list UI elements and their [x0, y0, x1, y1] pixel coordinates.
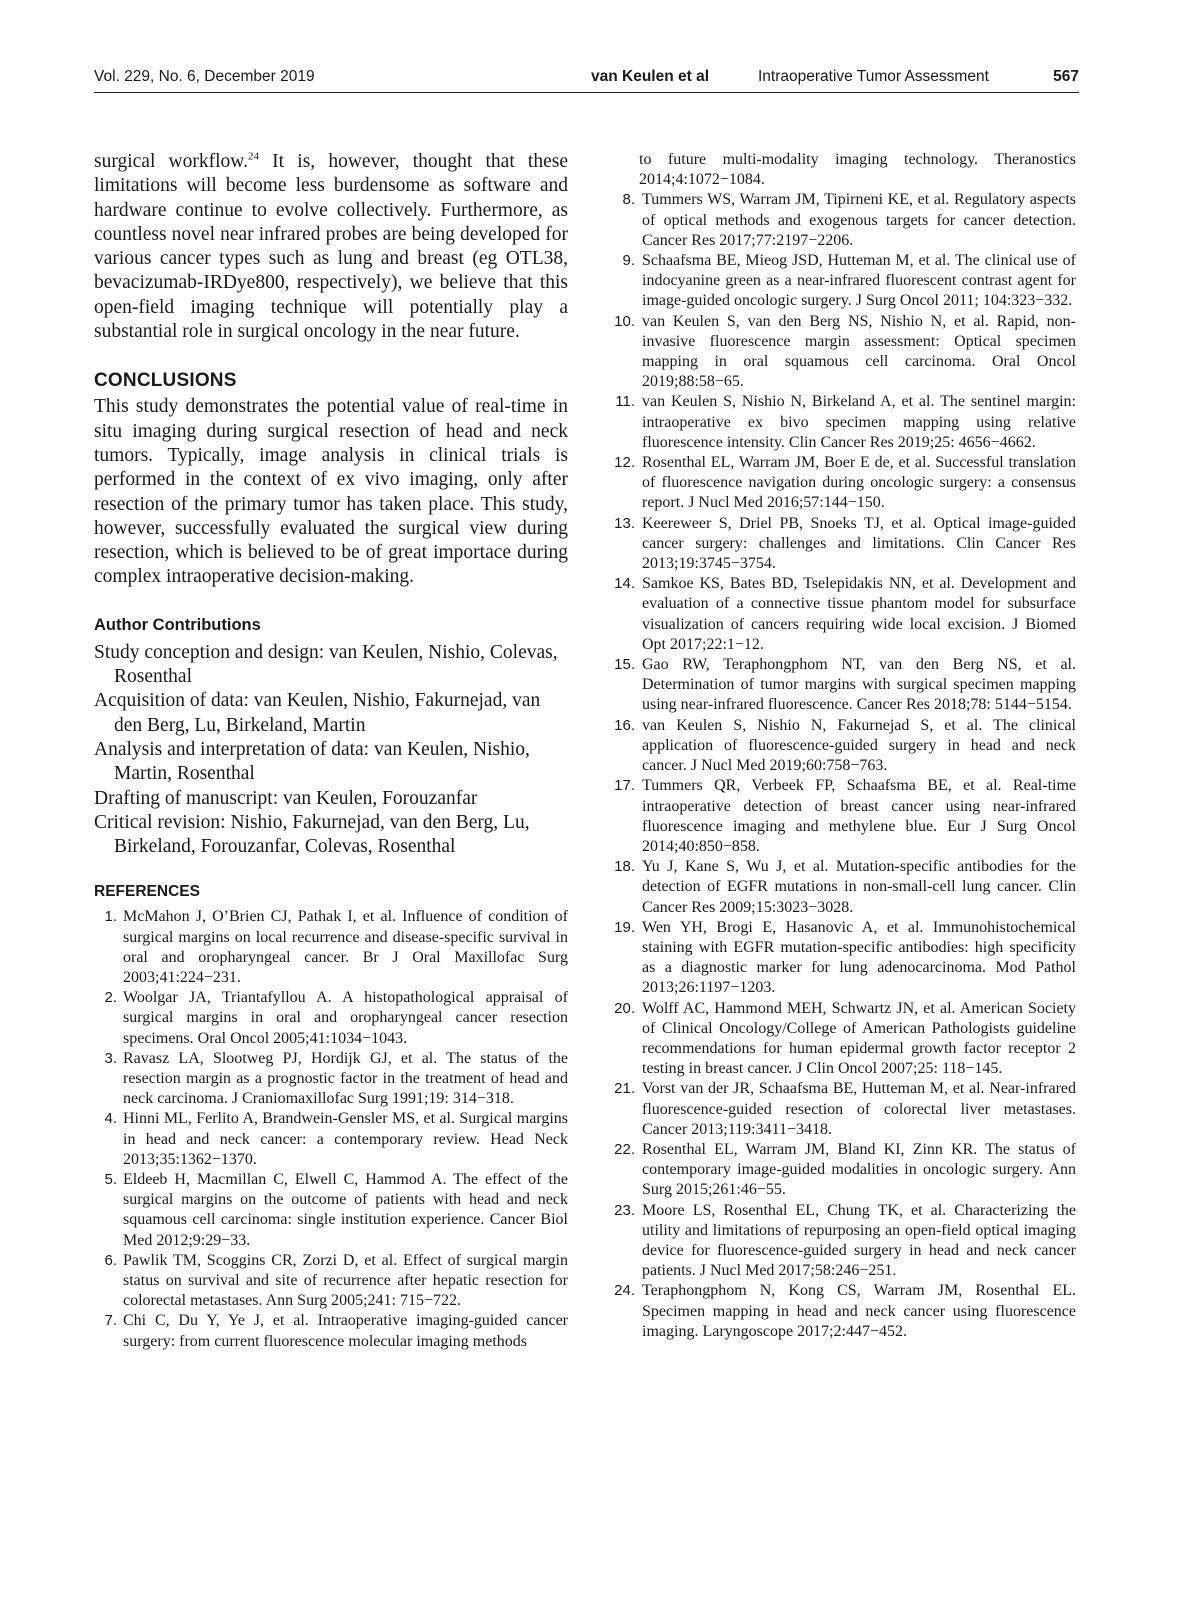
reference-number: 16. [614, 716, 635, 734]
author-contributions-list [94, 641, 568, 860]
right-column [610, 150, 1076, 1342]
reference-item [610, 716, 1076, 777]
reference-item [610, 453, 1076, 514]
contribution-item: Acquisition of data: van Keulen, Nishio, Fakurnejad, van den Berg, Lu, Birkeland, Martin [94, 690, 541, 736]
conclusions-text: This study demonstrates the potential value of real-time in situ imaging during surgical resection of head and neck tumors. Typically, image analysis in clinical trials is performed in the context of ex vivo imaging, only after resection of the primary tumor has taken place. This study, however, successfully evaluated the surgical view during resection, which is believed to be of great importace during complex intraoperative decision-making. [94, 396, 568, 588]
reference-item [610, 918, 1076, 999]
references-list-left [94, 907, 568, 1351]
reference-item [94, 1109, 568, 1170]
reference-number: 11. [615, 393, 635, 411]
reference-text: Vorst van der JR, Schaafsma BE, Hutteman M, et al. Near-infrared fluorescence-guided resection of colorectal liver metastases. Cancer 2013;119:3411−3418. [642, 1080, 1076, 1138]
reference-text: Woolgar JA, Triantafyllou A. A histopathological appraisal of surgical margins in oral and oropharyngeal cancer resection specimens. Oral Oncol 2005;41:1034−1043. [123, 989, 568, 1047]
reference-number: 3. [104, 1049, 117, 1067]
reference-text: Teraphongphom N, Kong CS, Warram JM, Rosenthal EL. Specimen mapping in head and neck cancer using fluorescence imaging. Laryngoscope 2017;2:447−452. [642, 1282, 1076, 1340]
reference-item [610, 999, 1076, 1080]
intro-text-rest: It is, however, thought that these limitations will become less burdensome as software and hardware continue to evolve collectively. Furthermore, as countless novel near infrared probes are being developed for various cancer types such as lung and breast (eg OTL38, bevacizumab-IRDye800, respectively), we believe that this open-field imaging technique will potentially play a substantial role in surgical oncology in the near future. [94, 151, 569, 343]
reference-number: 13. [614, 514, 635, 532]
reference-item [94, 907, 568, 988]
reference-number: 20. [614, 999, 635, 1017]
reference-number: 1. [104, 908, 117, 926]
reference-item [610, 857, 1076, 918]
reference-item [610, 251, 1076, 312]
contribution-item: Critical revision: Nishio, Fakurnejad, van den Berg, Lu, Birkeland, Forouzanfar, Colevas, Rosenthal [94, 811, 530, 858]
reference-text: van Keulen S, Nishio N, Birkeland A, et al. The sentinel margin: intraoperative ex bivo specimen mapping using relative fluorescence intensity. Clin Cancer Res 2019;25: 4656−4662. [642, 393, 1076, 451]
reference-text: van Keulen S, Nishio N, Fakurnejad S, et al. The clinical application of fluorescence-guided surgery in head and neck cancer. J Nucl Med 2019;60:758−763. [642, 716, 1076, 775]
reference-item [610, 776, 1076, 857]
reference-item [610, 1201, 1076, 1282]
contribution-item: Drafting of manuscript: van Keulen, Forouzanfar [94, 787, 478, 809]
reference-text: Moore LS, Rosenthal EL, Chung TK, et al. Characterizing the utility and limitations of repurposing an open-field optical imaging device for fluorescence-guided surgery in head and neck cancer patients. J Nucl Med 2017;58:246−251. [642, 1201, 1076, 1280]
reference-text: Wolff AC, Hammond MEH, Schwartz JN, et al. American Society of Clinical Oncology/College of American Pathologists guideline recommendations for human epidermal growth factor receptor 2 testing in breast cancer. J Clin Oncol 2007;25: 118−145. [642, 999, 1076, 1078]
reference-number: 23. [614, 1201, 635, 1219]
reference-item [610, 1079, 1076, 1140]
reference-text: Schaafsma BE, Mieog JSD, Hutteman M, et al. The clinical use of indocyanine green as a near-infrared fluorescent contrast agent for image-guided oncologic surgery. J Surg Oncol 2011; 104:323−332. [642, 252, 1076, 310]
reference-item [610, 514, 1076, 575]
reference-text: Tummers QR, Verbeek FP, Schaafsma BE, et al. Real-time intraoperative detection of breast cancer using near-infrared fluorescence imaging and methylene blue. Eur J Surg Oncol 2014;40:850−858. [642, 777, 1076, 855]
reference-item [94, 988, 568, 1049]
reference-text: Keereweer S, Driel PB, Snoeks TJ, et al. Optical image-guided cancer surgery: challenges and limitations. Clin Cancer Res 2013;19:3745−3754. [642, 514, 1076, 573]
reference-number: 7. [104, 1312, 117, 1330]
reference-item [610, 655, 1076, 716]
reference-text: Eldeeb H, Macmillan C, Elwell C, Hammod A. The effect of the surgical margins on the outcome of patients with head and neck squamous cell carcinoma: single institution experience. Cancer Biol Med 2012;9:29−33. [123, 1171, 568, 1249]
reference-number: 18. [614, 858, 635, 876]
reference-number: 22. [614, 1140, 635, 1158]
reference-item [610, 392, 1076, 453]
citation-superscript[interactable]: 24 [248, 150, 259, 163]
running-header [94, 66, 1079, 93]
reference-text: Samkoe KS, Bates BD, Tselepidakis NN, et al. Development and evaluation of a connective tissue phantom model for subsurface visualization of cancers requiring wide local excision. J Biomed Opt 2017;22:1−12. [642, 575, 1076, 653]
reference-text: Gao RW, Teraphongphom NT, van den Berg NS, et al. Determination of tumor margins with surgical specimen mapping using near-infrared fluorescence. Cancer Res 2018;78: 5144−5154. [642, 656, 1076, 714]
running-authors: van Keulen et al [591, 68, 710, 85]
reference-item [94, 1049, 568, 1110]
left-column [94, 150, 568, 1352]
reference-text: Rosenthal EL, Warram JM, Boer E de, et al. Successful translation of fluorescence navigation during oncologic surgery: a consensus report. J Nucl Med 2016;57:144−150. [642, 454, 1076, 512]
reference-item [610, 1281, 1076, 1342]
reference-text: Chi C, Du Y, Ye J, et al. Intraoperative imaging-guided cancer surgery: from current fluorescence molecular imaging methods [123, 1312, 568, 1350]
reference-number: 8. [622, 191, 635, 209]
contribution-item: Analysis and interpretation of data: van Keulen, Nishio, Martin, Rosenthal [94, 738, 530, 785]
reference-number: 2. [104, 989, 117, 1007]
contribution-item: Study conception and design: van Keulen, Nishio, Colevas, Rosenthal [94, 641, 558, 688]
journal-volume: Vol. 229, No. 6, December 2019 [94, 68, 315, 85]
reference-number: 24. [614, 1282, 635, 1300]
reference-number: 21. [614, 1080, 635, 1098]
reference-number: 19. [614, 918, 635, 936]
reference-number: 17. [614, 777, 635, 795]
running-title: Intraoperative Tumor Assessment [758, 68, 989, 85]
page-number: 567 [1053, 68, 1079, 85]
reference-item [94, 1311, 568, 1351]
reference-item [610, 190, 1076, 251]
reference-item [610, 1140, 1076, 1201]
reference-text: Yu J, Kane S, Wu J, et al. Mutation-specific antibodies for the detection of EGFR mutations in non-small-cell lung cancer. Clin Cancer Res 2009;15:3023−3028. [642, 858, 1076, 916]
reference-text: McMahon J, O’Brien CJ, Pathak I, et al. Influence of condition of surgical margins on local recurrence and disease-specific survival in oral and oropharyngeal cancer. Br J Oral Maxillofac Surg 2003;41:224−231. [123, 908, 568, 987]
reference-text: van Keulen S, van den Berg NS, Nishio N, et al. Rapid, non-invasive fluorescence margin assessment: Optical specimen mapping in oral squamous cell carcinoma. Oral Oncol 2019;88:58−65. [642, 312, 1076, 391]
references-list-right [610, 190, 1076, 1342]
intro-text-start: surgical workflow. [94, 151, 248, 172]
reference-continuation: to future multi-modality imaging technology. Theranostics 2014;4:1072−1084. [639, 151, 1076, 189]
reference-text: Pawlik TM, Scoggins CR, Zorzi D, et al. Effect of surgical margin status on survival and site of recurrence after hepatic resection for colorectal metastases. Ann Surg 2005;241: 715−722. [123, 1251, 568, 1310]
reference-item [94, 1251, 568, 1312]
conclusions-heading: CONCLUSIONS [94, 370, 237, 392]
reference-text: Hinni ML, Ferlito A, Brandwein-Gensler MS, et al. Surgical margins in head and neck cancer: a contemporary review. Head Neck 2013;35:1362−1370. [123, 1110, 568, 1168]
reference-text: Wen YH, Brogi E, Hasanovic A, et al. Immunohistochemical staining with EGFR mutation-specific antibodies: high specificity as a diagnostic marker for lung adenocarcinoma. Mod Pathol 2013;26:1197−1203. [642, 918, 1076, 997]
reference-number: 12. [614, 454, 635, 472]
reference-item [610, 312, 1076, 393]
reference-number: 10. [614, 312, 635, 330]
reference-number: 9. [622, 252, 635, 270]
reference-number: 14. [614, 575, 635, 593]
reference-item [94, 1170, 568, 1251]
reference-number: 4. [104, 1110, 117, 1128]
reference-text: Rosenthal EL, Warram JM, Bland KI, Zinn KR. The status of contemporary image-guided modalities in oncologic surgery. Ann Surg 2015;261:46−55. [642, 1140, 1076, 1199]
reference-number: 6. [104, 1251, 117, 1269]
reference-number: 15. [614, 656, 635, 674]
author-contributions-heading: Author Contributions [94, 615, 261, 634]
reference-number: 5. [104, 1171, 117, 1189]
references-heading: REFERENCES [94, 883, 200, 901]
reference-text: Ravasz LA, Slootweg PJ, Hordijk GJ, et al. The status of the resection margin as a prognostic factor in the treatment of head and neck carcinoma. J Craniomaxillofac Surg 1991;19: 314−318. [123, 1049, 568, 1108]
intro-paragraph [94, 150, 568, 344]
reference-text: Tummers WS, Warram JM, Tipirneni KE, et al. Regulatory aspects of optical methods and exogenous targets for cancer detection. Cancer Res 2017;77:2197−2206. [642, 191, 1076, 249]
reference-item [610, 574, 1076, 655]
